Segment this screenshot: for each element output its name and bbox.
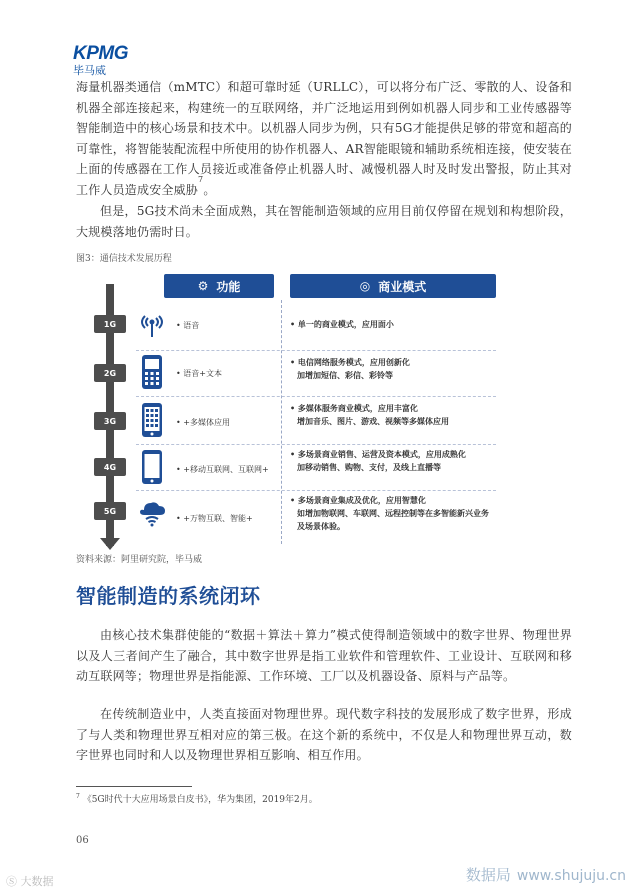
timeline-arrow: [100, 538, 120, 550]
body-paragraph-1: 海量机器类通信（mMTC）和超可靠时延（URLLC），可以将分布广泛、零散的人、设备和机器全部连接起来，构建统一的互联网络，并广泛地运用到例如机器人同步和工业传感器等智能制造中的核心场景和技术中。以机器人同步为例，只有5G才能提供足够的带宽和超高的可靠性，将智能装配流程中所使用的协作机器人、AR智能眼镜和辅助系统相连接，使安装在上面的传感器在工作人员接近或准备停止机器人时、减慢机器人时及时发出警报，防止其对工作人员造成安全威胁$^7$。: [76, 80, 572, 197]
row-separator: [136, 444, 496, 445]
figure-source: 资料来源：阿里研究院，毕马威: [76, 555, 203, 565]
footnote-ref: 7: [198, 174, 204, 184]
function-text: • +万物互联、智能+: [176, 514, 253, 523]
watermark-right: 数据局 www.shujuju.cn: [465, 866, 626, 884]
business-text: • 多媒体服务商业模式，应用丰富化 增加音乐、图片、游戏、视频等多媒体应用: [290, 404, 449, 426]
gear-icon: ⚙: [197, 279, 209, 293]
page-number: 06: [76, 835, 89, 846]
function-text: • 语音: [176, 321, 200, 330]
row-separator: [136, 490, 496, 491]
section-paragraph-2: 在传统制造业中，人类直接面对物理世界。现代数字科技的发展形成了数字世界，形成了与人类和物理世界互相对应的第三极。在这个新的系统中，不仅是人和物理世界互动，数字世界也同时和人以及物理世界相互影响、相互作用。: [76, 707, 572, 762]
smartphone-grid-icon: [134, 402, 170, 438]
function-text: • 语音+文本: [176, 369, 222, 378]
business-text: • 多场景商业销售、运营及资本模式，应用成熟化 加移动销售、购物、支付，及线上直播等: [290, 450, 466, 472]
cloud-signal-icon: [134, 494, 170, 530]
header-business: ◎ 商业模式: [290, 274, 496, 298]
feature-phone-icon: [134, 354, 170, 390]
gen-label-5g: 5G: [94, 502, 126, 520]
function-text: • +移动互联网、互联网+: [176, 465, 269, 474]
business-text: • 单一的商业模式，应用面小: [290, 320, 394, 329]
figure-caption: 图3：通信技术发展历程: [76, 254, 172, 264]
antenna-icon: [134, 306, 170, 342]
watermark-left: Ⓢ 大数据: [6, 875, 54, 888]
gen-label-3g: 3G: [94, 412, 126, 430]
row-separator: [136, 396, 496, 397]
business-text: • 电信网络服务模式，应用创新化 加增加短信、彩信、彩铃等: [290, 358, 410, 380]
column-divider: [281, 300, 282, 544]
body-paragraph-2: 但是，5G技术尚未全面成熟，其在智能制造领域的应用目前仅停留在规划和构想阶段，大规模落地仍需时日。: [76, 204, 572, 239]
kpmg-logo: [73, 44, 128, 77]
gen-label-4g: 4G: [94, 458, 126, 476]
footnote: $^7$ 《5G时代十大应用场景白皮书》，华为集团，2019年2月。: [76, 793, 318, 805]
header-function: ⚙ 功能: [164, 274, 274, 298]
section-paragraph-1: 由核心技术集群使能的“数据＋算法＋算力”模式使得制造领域中的数字世界、物理世界以及人三者间产生了融合，其中数字世界是指工业软件和管理软件、工业设计、互联网和移动互联网等；物理世界是指能源、工作环境、工厂以及机器设备、原料与产品等。: [76, 628, 572, 683]
gen-label-1g: 1G: [94, 315, 126, 333]
target-icon: ◎: [359, 279, 371, 293]
function-text: • +多媒体应用: [176, 418, 230, 427]
business-text: • 多场景商业集成及优化，应用智慧化 如增加物联网、车联网、远程控制等在多智能新兴业务及场景体验。: [290, 496, 489, 531]
row-separator: [136, 350, 496, 351]
footnote-number: 7: [76, 793, 80, 800]
footnote-rule: [76, 786, 192, 787]
logo-wordmark: KPMG: [73, 43, 128, 64]
telecom-evolution-figure: [76, 268, 496, 550]
logo-subtitle: 毕马威: [73, 64, 106, 77]
section-title: 智能制造的系统闭环: [76, 584, 261, 608]
smartphone-icon: [134, 449, 170, 485]
gen-label-2g: 2G: [94, 364, 126, 382]
